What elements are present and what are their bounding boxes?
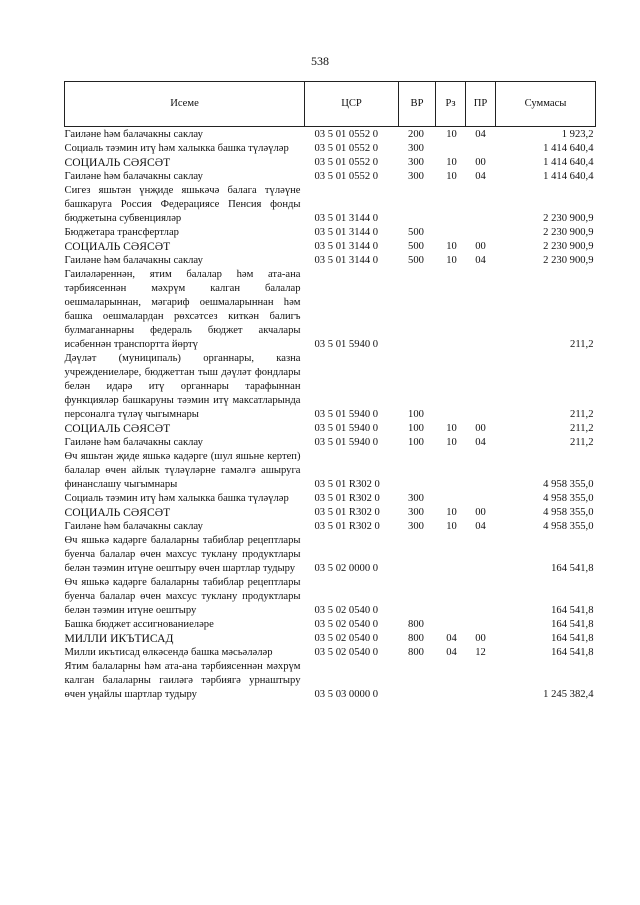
cell-csr: 03 5 01 0552 0 (314, 143, 379, 154)
cell-rz (436, 492, 466, 506)
cell-pr (466, 576, 496, 618)
cell-pr: 00 (475, 423, 486, 434)
cell-csr: 03 5 02 0540 0 (314, 633, 379, 644)
cell-sum: 1 414 640,4 (543, 171, 594, 182)
cell-name: МИЛЛИ ИКЪТИСАД (64, 632, 174, 645)
cell-csr: 03 5 01 3144 0 (314, 241, 379, 252)
cell-sum: 164 541,8 (551, 647, 594, 658)
cell-sum: 211,2 (570, 409, 594, 420)
cell-name: Башка бюджет ассигнованиеләре (64, 619, 214, 630)
cell-csr: 03 5 01 3144 0 (314, 227, 379, 238)
table-row (65, 492, 596, 506)
cell-vr (399, 576, 436, 618)
cell-sum: 1 414 640,4 (543, 157, 594, 168)
cell-pr: 04 (475, 521, 486, 532)
cell-name: Гаиләне һәм балачакны саклау (64, 521, 203, 532)
cell-rz (436, 352, 466, 422)
cell-name: Гаиләләреннән, ятим балалар һәм ата-ана тәрбиясеннән мәхрүм калган балалар оешмаларыннан, мәгариф оешмаларыннан һәм башка оешмалардан рөхсәтсез киткән балигъ булмаганнарны федераль бюджет акчалары исәбеннән транспортта йөртү (64, 269, 301, 350)
cell-sum: 164 541,8 (551, 605, 594, 616)
table-row (65, 254, 596, 268)
cell-sum: 2 230 900,9 (543, 227, 594, 238)
cell-csr: 03 5 01 5940 0 (314, 437, 379, 448)
cell-rz: 10 (446, 437, 457, 448)
table-row (65, 352, 596, 422)
cell-vr: 300 (408, 157, 424, 168)
table-row (65, 506, 596, 520)
cell-csr: 03 5 01 0552 0 (314, 171, 379, 182)
cell-vr: 300 (408, 521, 424, 532)
cell-csr: 03 5 01 3144 0 (314, 213, 379, 224)
cell-sum: 2 230 900,9 (543, 241, 594, 252)
cell-rz (436, 142, 466, 156)
cell-sum: 4 958 355,0 (543, 479, 594, 490)
cell-pr (466, 492, 496, 506)
table-row (65, 170, 596, 184)
header-csr: ЦСР (305, 82, 399, 127)
cell-pr (466, 534, 496, 576)
cell-name: Бюджетара трансфертлар (64, 227, 179, 238)
cell-rz: 10 (446, 129, 457, 140)
table-row (65, 422, 596, 436)
cell-name: Социаль тәэмин итү һәм халыкка башка түләүләр (64, 493, 289, 504)
cell-csr: 03 5 01 R302 0 (314, 507, 380, 518)
cell-sum: 4 958 355,0 (543, 507, 594, 518)
cell-csr: 03 5 01 3144 0 (314, 255, 379, 266)
cell-vr: 300 (408, 493, 424, 504)
cell-csr: 03 5 01 5940 0 (314, 409, 379, 420)
cell-name: Гаиләне һәм балачакны саклау (64, 437, 203, 448)
cell-csr: 03 5 02 0540 0 (314, 619, 379, 630)
cell-pr (466, 618, 496, 632)
cell-vr: 300 (408, 143, 424, 154)
cell-name: СОЦИАЛЬ СӘЯСӘТ (64, 156, 171, 169)
cell-vr: 100 (408, 437, 424, 448)
cell-rz (436, 450, 466, 492)
cell-sum: 211,2 (570, 339, 594, 350)
table-row (65, 660, 596, 702)
cell-pr (466, 450, 496, 492)
cell-name: Гаиләне һәм балачакны саклау (64, 129, 203, 140)
cell-rz: 10 (446, 241, 457, 252)
cell-sum: 2 230 900,9 (543, 213, 594, 224)
cell-vr: 800 (408, 647, 424, 658)
cell-pr: 00 (475, 633, 486, 644)
cell-rz: 10 (446, 423, 457, 434)
table-row (65, 226, 596, 240)
cell-pr (466, 268, 496, 352)
cell-sum: 164 541,8 (551, 619, 594, 630)
cell-sum: 4 958 355,0 (543, 521, 594, 532)
cell-rz (436, 576, 466, 618)
header-rz: Рз (436, 82, 466, 127)
cell-name: Өч яшьтән җиде яшькә кадәрге (шул яшьне кертеп) балалар өчен айлык түләүләрне гамәлгә ашыруга финанслашу чыгымнары (64, 451, 301, 490)
cell-sum: 4 958 355,0 (543, 493, 594, 504)
table-row (65, 450, 596, 492)
cell-csr: 03 5 03 0000 0 (314, 689, 379, 700)
cell-name: Социаль тәэмин итү һәм халыкка башка түләүләр (64, 143, 289, 154)
cell-sum: 1 414 640,4 (543, 143, 594, 154)
cell-sum: 211,2 (570, 423, 594, 434)
cell-name: Гаиләне һәм балачакны саклау (64, 171, 203, 182)
header-name: Исеме (65, 82, 305, 127)
table-row (65, 127, 596, 143)
header-sum: Суммасы (496, 82, 596, 127)
cell-rz (436, 226, 466, 240)
cell-csr: 03 5 02 0540 0 (314, 605, 379, 616)
cell-vr: 300 (408, 507, 424, 518)
cell-name: Милли икътисад өлкәсендә башка мәсьәләләр (64, 647, 273, 658)
table-row (65, 436, 596, 450)
cell-csr: 03 5 01 5940 0 (314, 339, 379, 350)
budget-table (64, 81, 596, 702)
cell-rz (436, 618, 466, 632)
cell-csr: 03 5 01 R302 0 (314, 479, 380, 490)
cell-name: Ятим балаларны һәм ата-ана тәрбиясеннән мәхрүм калган балаларны гаиләгә тәрбиягә урнаштыру өчен уңайлы шартлар тудыру (64, 661, 301, 700)
cell-pr: 04 (475, 437, 486, 448)
cell-csr: 03 5 01 R302 0 (314, 521, 380, 532)
cell-name: Өч яшькә кадәрге балаларны табиблар рецептлары буенча балалар өчен махсус туклану продуктлары белән тәэмин итүне оештыру (64, 577, 301, 616)
cell-csr: 03 5 02 0540 0 (314, 647, 379, 658)
cell-vr (399, 268, 436, 352)
cell-vr: 800 (408, 633, 424, 644)
cell-pr: 12 (475, 647, 486, 658)
cell-vr (399, 534, 436, 576)
cell-pr: 00 (475, 241, 486, 252)
table-row (65, 576, 596, 618)
cell-name: СОЦИАЛЬ СӘЯСӘТ (64, 506, 171, 519)
cell-name: Дәүләт (муниципаль) органнары, казна учреждениеләре, бюджеттан тыш дәүләт фондлары белән идарә итү органнары тарафыннан функцияләр башкаруны тәэмин итү максатларында персоналга түләү чыгымнары (64, 353, 301, 420)
cell-sum: 211,2 (570, 437, 594, 448)
cell-vr: 300 (408, 171, 424, 182)
cell-pr (466, 184, 496, 226)
cell-rz: 10 (446, 507, 457, 518)
header-vr: ВР (399, 82, 436, 127)
table-row (65, 156, 596, 170)
cell-rz: 10 (446, 157, 457, 168)
cell-sum: 164 541,8 (551, 563, 594, 574)
cell-vr: 100 (408, 409, 424, 420)
table-row (65, 632, 596, 646)
cell-sum: 1 245 382,4 (543, 689, 594, 700)
cell-csr: 03 5 01 0552 0 (314, 157, 379, 168)
cell-csr: 03 5 02 0000 0 (314, 563, 379, 574)
cell-vr: 500 (408, 241, 424, 252)
cell-csr: 03 5 01 R302 0 (314, 493, 380, 504)
cell-rz (436, 184, 466, 226)
table-row (65, 268, 596, 352)
table-row (65, 184, 596, 226)
table-row (65, 142, 596, 156)
cell-rz (436, 534, 466, 576)
cell-vr (399, 660, 436, 702)
cell-sum: 2 230 900,9 (543, 255, 594, 266)
cell-rz (436, 660, 466, 702)
table-row (65, 618, 596, 632)
cell-sum: 164 541,8 (551, 633, 594, 644)
cell-rz: 04 (446, 647, 457, 658)
cell-csr: 03 5 01 0552 0 (314, 129, 379, 140)
cell-rz: 10 (446, 255, 457, 266)
cell-pr (466, 142, 496, 156)
table-row (65, 520, 596, 534)
cell-vr (399, 184, 436, 226)
cell-pr (466, 660, 496, 702)
cell-pr (466, 226, 496, 240)
cell-sum: 1 923,2 (561, 129, 594, 140)
cell-vr: 200 (408, 129, 424, 140)
cell-vr: 500 (408, 227, 424, 238)
cell-csr: 03 5 01 5940 0 (314, 423, 379, 434)
table-row (65, 646, 596, 660)
table-row (65, 534, 596, 576)
cell-name: СОЦИАЛЬ СӘЯСӘТ (64, 422, 171, 435)
cell-vr (399, 450, 436, 492)
cell-pr: 04 (475, 171, 486, 182)
cell-pr (466, 352, 496, 422)
header-pr: ПР (466, 82, 496, 127)
cell-vr: 100 (408, 423, 424, 434)
cell-name: Гаиләне һәм балачакны саклау (64, 255, 203, 266)
cell-rz: 04 (446, 633, 457, 644)
cell-name: СОЦИАЛЬ СӘЯСӘТ (64, 240, 171, 253)
cell-rz: 10 (446, 171, 457, 182)
cell-pr: 04 (475, 129, 486, 140)
cell-vr: 800 (408, 619, 424, 630)
cell-rz: 10 (446, 521, 457, 532)
cell-name: Сигез яшьтән үнҗиде яшькәчә балага түләүне башкаруга Россия Федерациясе Пенсия фонды бюджетына субвенцияләр (64, 185, 301, 224)
table-row (65, 240, 596, 254)
cell-rz (436, 268, 466, 352)
page-number: 538 (311, 54, 329, 68)
cell-pr: 00 (475, 157, 486, 168)
table-header (65, 82, 596, 127)
cell-pr: 00 (475, 507, 486, 518)
cell-vr: 500 (408, 255, 424, 266)
cell-pr: 04 (475, 255, 486, 266)
cell-name: Өч яшькә кадәрге балаларны табиблар рецептлары буенча балалар өчен махсус туклану продуктлары белән тәэмин итүне оештыру өчен шартлар тудыру (64, 535, 301, 574)
